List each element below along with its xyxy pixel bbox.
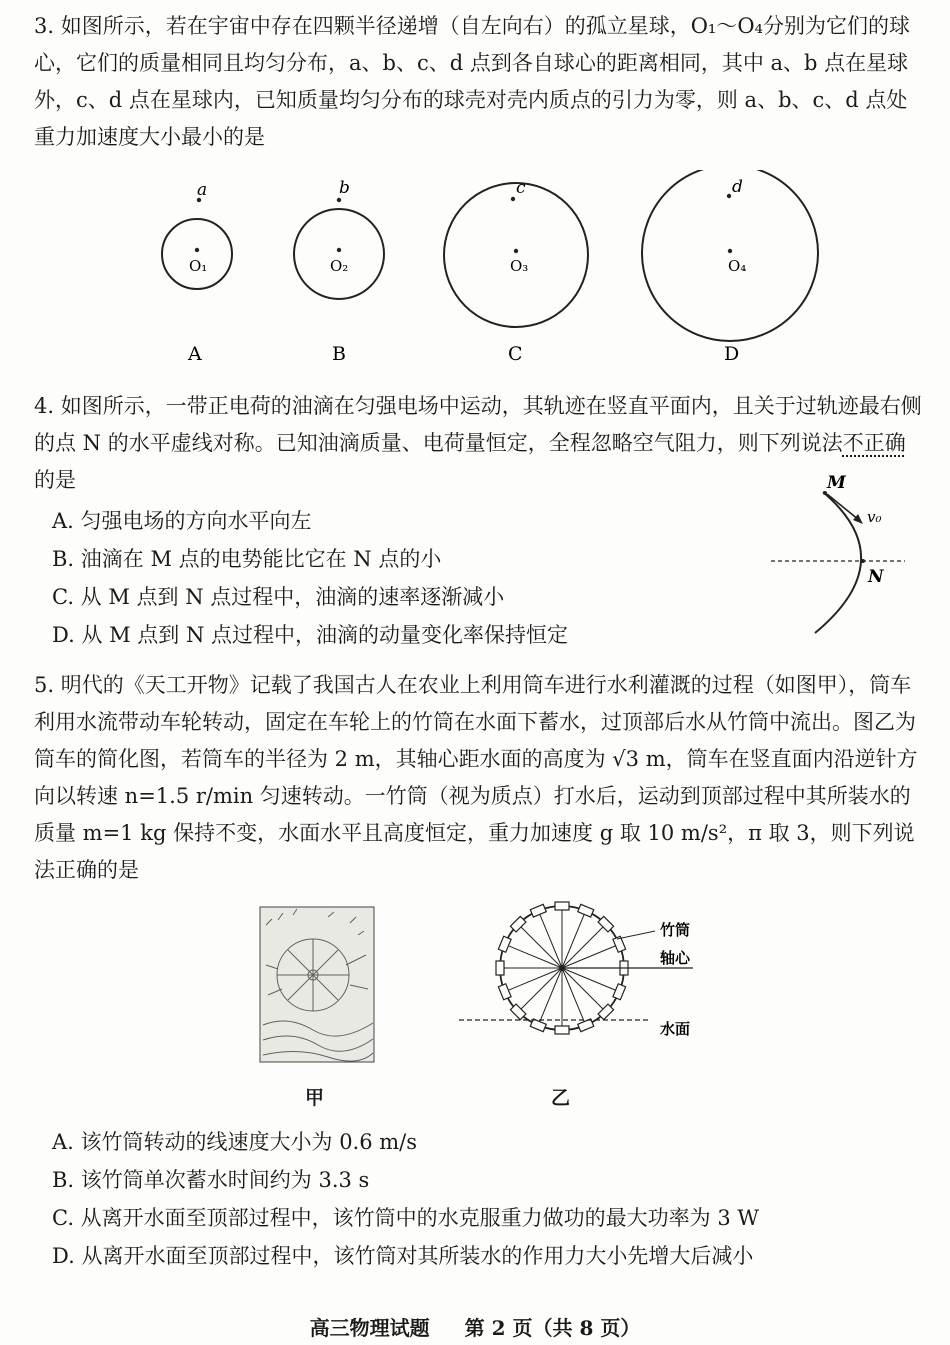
tube-pointer-line xyxy=(617,931,655,939)
question-4-option-d: D. 从 M 点到 N 点过程中，油滴的动量变化率保持恒定 xyxy=(52,623,569,647)
center-o3-label: O₃ xyxy=(510,257,529,275)
question-4-option-b: B. 油滴在 M 点的电势能比它在 N 点的小 xyxy=(52,547,442,571)
question-3-stem: 3. 如图所示，若在宇宙中存在四颗半径递增（自左向右）的孤立星球，O₁～O₄分别为它们的球心，它们的质量相同且均匀分布，a、b、c、d 点到各自球心的距离相同，其中 a、b 点在星球外，c、d 点在星球内，已知质量均匀分布的球壳对壳内质点的引力为零，则 a、b、c、d 点处重力加速度大小最小的是 xyxy=(34,14,910,149)
question-5-option-d: D. 从离开水面至顶部过程中，该竹筒对其所装水的作用力大小先增大后减小 xyxy=(52,1244,754,1268)
trajectory-curve xyxy=(815,492,861,633)
center-o4-label: O₄ xyxy=(728,257,747,275)
wheel-spoke xyxy=(518,968,562,1012)
question-5-option-b: B. 该竹筒单次蓄水时间约为 3.3 s xyxy=(52,1168,370,1192)
point-c-label: c xyxy=(516,178,526,198)
label-tube: 竹筒 xyxy=(660,921,691,939)
page-footer xyxy=(0,1312,950,1341)
bamboo-tube xyxy=(555,1026,569,1034)
question-5-stem: 5. 明代的《天工开物》记载了我国古人在农业上利用筒车进行水利灌溉的过程（如图甲），筒车利用水流带动车轮转动，固定在车轮上的竹筒在水面下蓄水，过顶部后水从竹筒中流出。图乙为筒车的简化图，若筒车的半径为 2 m，其轴心距水面的高度为 √3 m，筒车在竖直面内沿逆针方向以转速 n=1.5 r/min 匀速转动。一竹筒（视为质点）打水后，运动到顶部过程中其所装水的质量 m=1 kg 保持不变，水面水平且高度恒定，重力加速度 g 取 10 m/s²，π 取 3，则下列说法正确的是 xyxy=(34,673,918,882)
point-d-label: d xyxy=(732,177,743,197)
option-d-label: D xyxy=(724,343,740,365)
question-4-option-a: A. 匀强电场的方向水平向左 xyxy=(52,509,312,533)
question-5 xyxy=(34,667,924,889)
footer-page-number: 第 2 页（共 8 页） xyxy=(464,1316,641,1340)
wheel-spoke xyxy=(562,968,606,1012)
wheel-spoke xyxy=(518,924,562,968)
bamboo-tube xyxy=(613,984,626,1000)
planet-c-circle xyxy=(444,183,588,327)
question-4-figure xyxy=(765,470,915,638)
bamboo-tube xyxy=(496,961,504,975)
emphasis-not-correct: 不正确 xyxy=(842,431,906,455)
point-n-label: N xyxy=(868,567,884,587)
label-axis: 轴心 xyxy=(660,949,691,967)
bamboo-tube xyxy=(555,902,569,910)
waterwheel-figure xyxy=(455,895,715,1055)
option-b-label: B xyxy=(332,343,346,365)
bamboo-tube xyxy=(530,1019,546,1032)
question-4-option-c: C. 从 M 点到 N 点过程中，油滴的速率逐渐减小 xyxy=(52,585,505,609)
point-b-label: b xyxy=(339,178,350,198)
bamboo-tube xyxy=(578,904,594,917)
velocity-label: v₀ xyxy=(867,508,882,526)
bamboo-tube xyxy=(530,904,546,917)
planet-b-circle xyxy=(294,209,384,299)
illustration-jia xyxy=(258,905,378,1065)
planet-a-circle xyxy=(162,219,232,289)
bamboo-tube xyxy=(498,984,511,1000)
label-water-surface: 水面 xyxy=(660,1020,691,1038)
option-a-label: A xyxy=(188,343,202,365)
question-4-stem: 4. 如图所示，一带正电荷的油滴在匀强电场中运动，其轨迹在竖直平面内，且关于过轨迹最右侧的点 N 的水平虚线对称。已知油滴质量、电荷量恒定，全程忽略空气阻力，则下列说法不正确的是 xyxy=(34,394,922,492)
question-3-figure xyxy=(140,170,820,375)
label-yi: 乙 xyxy=(551,1087,571,1109)
question-3 xyxy=(34,8,924,156)
point-a-label: a xyxy=(197,180,208,200)
bamboo-tube xyxy=(498,936,511,952)
label-jia: 甲 xyxy=(305,1087,325,1109)
center-o2-label: O₂ xyxy=(330,257,349,275)
question-5-option-c: C. 从离开水面至顶部过程中，该竹筒中的水克服重力做功的最大功率为 3 W xyxy=(52,1206,759,1230)
option-c-label: C xyxy=(508,343,523,365)
question-5-option-a: A. 该竹筒转动的线速度大小为 0.6 m/s xyxy=(52,1130,418,1154)
center-o1-label: O₁ xyxy=(189,257,208,275)
footer-title: 高三物理试题 xyxy=(309,1316,430,1340)
point-m-label: M xyxy=(827,473,846,493)
bamboo-tube xyxy=(578,1019,594,1032)
wheel-spoke xyxy=(562,924,606,968)
velocity-arrow xyxy=(827,494,859,520)
